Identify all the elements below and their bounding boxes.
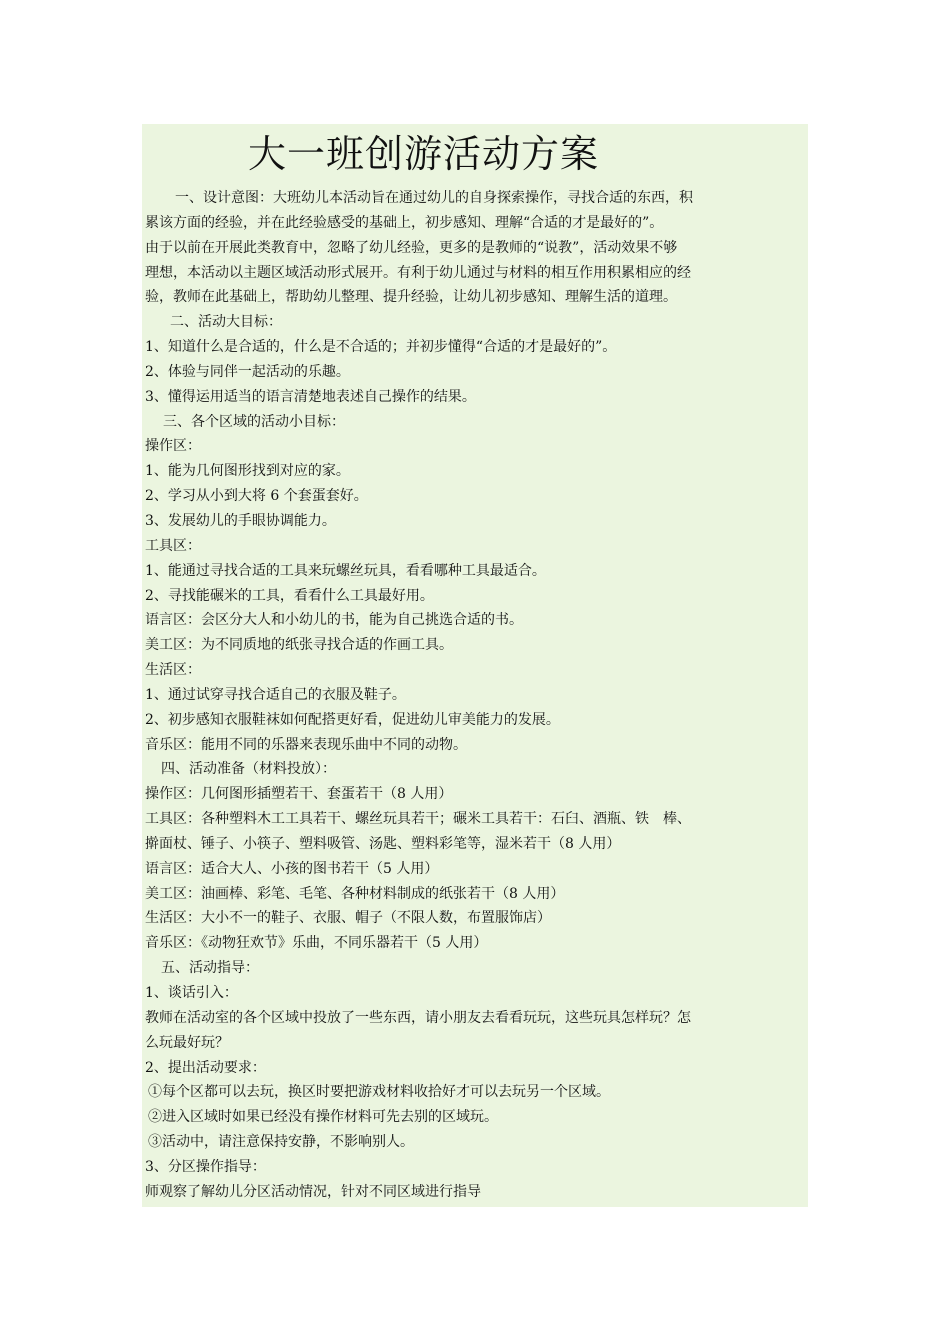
text-line: 工具区：各种塑料木工工具若干、螺丝玩具若干；碾米工具若干：石臼、酒瓶、铁 棒、 bbox=[145, 811, 691, 828]
text-line: 美工区：为不同质地的纸张寻找合适的作画工具。 bbox=[145, 637, 453, 654]
text-line: 师观察了解幼儿分区活动情况，针对不同区域进行指导 bbox=[145, 1183, 481, 1200]
text-line: 语言区：会区分大人和小幼儿的书，能为自己挑选合适的书。 bbox=[145, 612, 523, 629]
text-line: ③活动中，请注意保持安静，不影响别人。 bbox=[148, 1134, 414, 1151]
text-line: 四、活动准备（材料投放）： bbox=[161, 761, 336, 778]
text-line: 美工区：油画棒、彩笔、毛笔、各种材料制成的纸张若干（8 人用） bbox=[145, 885, 565, 902]
text-line: 1、知道什么是合适的，什么是不合适的；并初步懂得“合适的才是最好的”。 bbox=[145, 339, 617, 356]
text-line: 3、分区操作指导： bbox=[145, 1158, 266, 1175]
text-line: 2、初步感知衣服鞋袜如何配搭更好看，促进幼儿审美能力的发展。 bbox=[145, 711, 560, 728]
text-line: 3、发展幼儿的手眼协调能力。 bbox=[145, 512, 336, 529]
text-line: 操作区： bbox=[145, 438, 201, 455]
text-line: 操作区：几何图形插塑若干、套蛋若干（8 人用） bbox=[145, 786, 453, 803]
text-line: 1、能为几何图形找到对应的家。 bbox=[145, 463, 350, 480]
document-title: 大一班创游活动方案 bbox=[248, 132, 600, 176]
text-line: ①每个区都可以去玩，换区时要把游戏材料收拾好才可以去玩另一个区域。 bbox=[148, 1084, 610, 1101]
text-line: 验，教师在此基础上，帮助幼儿整理、提升经验，让幼儿初步感知、理解生活的道理。 bbox=[145, 289, 677, 306]
text-line: 五、活动指导： bbox=[161, 960, 259, 977]
text-line: 2、寻找能碾米的工具，看看什么工具最好用。 bbox=[145, 587, 434, 604]
text-line: 理想，本活动以主题区域活动形式展开。有利于幼儿通过与材料的相互作用积累相应的经 bbox=[145, 264, 691, 281]
text-line: 2、学习从小到大将 6 个套蛋套好。 bbox=[145, 488, 368, 505]
text-line: 擀面杖、锤子、小筷子、塑料吸管、汤匙、塑料彩笔等，湿米若干（8 人用） bbox=[145, 835, 621, 852]
text-line: 3、懂得运用适当的语言清楚地表述自己操作的结果。 bbox=[145, 388, 476, 405]
document-body bbox=[145, 186, 803, 1205]
text-line: 一、设计意图：大班幼儿本活动旨在通过幼儿的自身探索操作，寻找合适的东西，积 bbox=[175, 190, 693, 206]
text-line: 么玩最好玩？ bbox=[145, 1034, 229, 1051]
text-line: 工具区： bbox=[145, 537, 201, 554]
text-line: 1、通过试穿寻找合适自己的衣服及鞋子。 bbox=[145, 686, 406, 703]
text-line: 音乐区：能用不同的乐器来表现乐曲中不同的动物。 bbox=[145, 736, 467, 753]
text-line: 由于以前在开展此类教育中，忽略了幼儿经验，更多的是教师的“说教”，活动效果不够 bbox=[145, 239, 678, 256]
text-line: 教师在活动室的各个区域中投放了一些东西，请小朋友去看看玩玩，这些玩具怎样玩？怎 bbox=[145, 1009, 691, 1026]
text-line: 生活区： bbox=[145, 662, 201, 679]
text-line: 累该方面的经验，并在此经验感受的基础上，初步感知、理解“合适的才是最好的”。 bbox=[145, 214, 664, 231]
text-line: 2、提出活动要求： bbox=[145, 1059, 266, 1076]
text-line: 生活区：大小不一的鞋子、衣服、帽子（不限人数，布置服饰店） bbox=[145, 910, 551, 927]
text-line: 1、能通过寻找合适的工具来玩螺丝玩具，看看哪种工具最适合。 bbox=[145, 562, 546, 579]
text-line: 三、各个区域的活动小目标： bbox=[163, 413, 345, 430]
text-line: 1、谈话引入： bbox=[145, 985, 238, 1001]
text-line: 2、体验与同伴一起活动的乐趣。 bbox=[145, 363, 350, 380]
text-line: ②进入区域时如果已经没有操作材料可先去别的区域玩。 bbox=[148, 1109, 498, 1126]
text-line: 音乐区：《动物狂欢节》乐曲，不同乐器若干（5 人用） bbox=[145, 935, 488, 952]
text-line: 语言区：适合大人、小孩的图书若干（5 人用） bbox=[145, 860, 439, 877]
text-line: 二、活动大目标： bbox=[170, 314, 282, 331]
